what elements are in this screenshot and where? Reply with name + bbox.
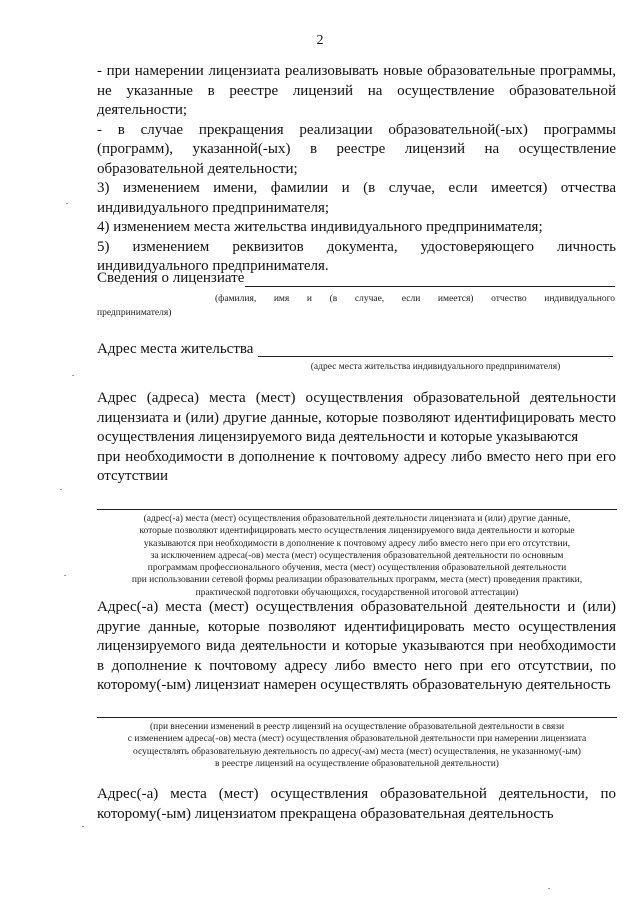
list-item: 4) изменением места жительства индивидуального предпринимателя; [97, 219, 543, 235]
list-item: - в случае прекращения реализации образовательной(-ых) программы (программ), указанной(-ых) в реестре лицензий на осуществление образовательной деятельности; [97, 121, 616, 177]
list-item: - при намерении лицензиата реализовывать новые образовательные программы, не указанные в реестре лицензий на осуществление образовательной деятельности; [97, 63, 616, 118]
list-item: 5) изменением реквизитов документа, удостоверяющего личность индивидуального предпринимателя. [97, 238, 616, 274]
caption-line: за исключением адреса(-ов) места (мест) осуществления образовательной деятельности по основным [150, 550, 564, 561]
page-number: 2 [316, 33, 324, 48]
section-1-text-2: при необходимости в дополнение к почтовому адресу либо вместо него при его отсутствии [97, 448, 616, 484]
list-items [97, 62, 616, 277]
residence-caption: (адрес места жительства индивидуального предпринимателя) [310, 362, 561, 372]
licensee-info-label: Сведения о лицензиате [97, 270, 245, 286]
address-section-2 [97, 598, 616, 696]
address-section-1 [97, 389, 616, 487]
residence-label: Адрес места жительства [97, 341, 254, 357]
list-item: 3) изменением имени, фамилии и (в случае, если имеется) отчества индивидуального предпринимателя; [97, 180, 616, 216]
caption-line: программам профессионального обучения, места (мест) осуществления образовательной деятельности [147, 563, 567, 574]
residence-field[interactable] [258, 356, 613, 357]
address-1-caption [97, 513, 617, 599]
address-2-field[interactable] [97, 717, 617, 718]
caption-line: при использовании сетевой формы реализации образовательных программ, места (мест) проведения практики, [131, 575, 583, 586]
caption-line: (при внесении изменений в реестр лицензий на осуществление образовательной деятельности в связи [149, 722, 565, 732]
caption-line: с изменением адреса(-ов) места (мест) осуществления образовательной деятельности при намерении лицензиата [127, 734, 587, 745]
licensee-info-caption-2: предпринимателя) [97, 308, 172, 318]
address-2-caption [97, 721, 617, 770]
section-1-text: Адрес (адреса) места (мест) осуществления образовательной деятельности лицензиата и (или) другие данные, которые позволяют идентифицировать место осуществления лицензируемого вида деятельности и которые указываются [97, 390, 616, 445]
caption-line: практической подготовки обучающихся, государственной итоговой аттестации) [195, 587, 519, 598]
section-3-text: Адрес(-а) места (мест) осуществления образовательной деятельности, по которому(-ым) лицензиатом прекращена образовательная деятельность [97, 786, 616, 822]
licensee-info-caption-1: (фамилия, имя и (в случае, если имеется) отчество индивидуального [215, 294, 615, 304]
section-2-text: Адрес(-а) места (мест) осуществления образовательной деятельности и (или) другие данные, которые позволяют идентифицировать место осуществления лицензируемого вида деятельности и которые указываются при необходимости в дополнение к почтовому адресу либо вместо него при его отсутствии, по которому(-ым) лицензиат намерен осуществлять образовательную деятельность [97, 599, 616, 693]
address-1-field[interactable] [97, 509, 617, 510]
address-section-3 [97, 785, 616, 824]
caption-line: которые позволяют идентифицировать место осуществления лицензируемого вида деятельности и которые [139, 526, 575, 537]
caption-line: (адрес(-а) места (мест) осуществления образовательной деятельности лицензиата и (или) другие данные, [143, 514, 571, 524]
caption-line: осуществлять образовательную деятельность по адресу(-ам) места (мест) осуществления, не указанному(-ым) [133, 746, 581, 757]
caption-line: в реестре лицензий на осуществление образовательной деятельности) [215, 758, 499, 769]
licensee-info-field[interactable] [245, 286, 615, 287]
caption-line: указываются при необходимости в дополнение к почтовому адресу либо вместо него при его отсутствии, [143, 538, 571, 549]
